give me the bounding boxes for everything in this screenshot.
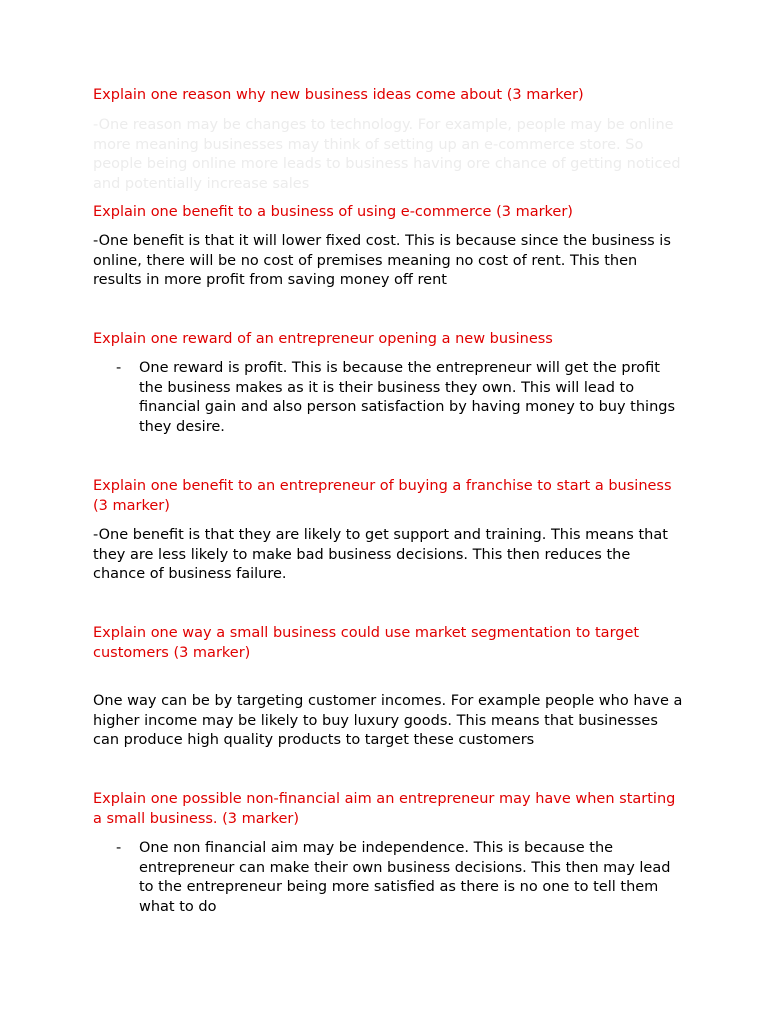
bullet-dash: - bbox=[116, 840, 122, 856]
bullet-dash: - bbox=[116, 360, 122, 376]
answer-6: One non financial aim may be independence. This is because the entrepreneur can make their own business decisions. This then may lead to the entrepreneur being more satisfied as there is no one to tell them what to do bbox=[139, 840, 671, 915]
question-1: Explain one reason why new business ideas come about (3 marker) bbox=[93, 87, 584, 103]
question-5: Explain one way a small business could use market segmentation to target customers (3 marker) bbox=[93, 625, 640, 661]
answer-3: One reward is profit. This is because the entrepreneur will get the profit the business makes as it is their business they own. This will lead to financial gain and also person satisfaction by having money to buy things they desire. bbox=[139, 360, 676, 435]
answer-4: -One benefit is that they are likely to get support and training. This means that they are less likely to make bad business decisions. This then reduces the chance of business failure. bbox=[93, 527, 668, 583]
question-2: Explain one benefit to a business of using e-commerce (3 marker) bbox=[93, 204, 573, 220]
question-3: Explain one reward of an entrepreneur opening a new business bbox=[93, 331, 553, 347]
question-6: Explain one possible non-financial aim an entrepreneur may have when starting a small business. (3 marker) bbox=[93, 791, 676, 827]
question-4: Explain one benefit to an entrepreneur of buying a franchise to start a business (3 marker) bbox=[93, 478, 672, 514]
answer-1: -One reason may be changes to technology. For example, people may be online more meaning businesses may think of setting up an e-commerce store. So people being online more leads to business having ore chance of getting noticed and potentially increase sales bbox=[93, 117, 681, 192]
answer-2: -One benefit is that it will lower fixed cost. This is because since the business is online, there will be no cost of premises meaning no cost of rent. This then results in more profit from saving money off rent bbox=[93, 233, 671, 289]
answer-6-bullet-item bbox=[93, 839, 683, 917]
answer-3-bullet-item bbox=[93, 359, 683, 437]
answer-5: One way can be by targeting customer incomes. For example people who have a higher income may be likely to buy luxury goods. This means that businesses can produce high quality products to target these customers bbox=[93, 693, 683, 749]
